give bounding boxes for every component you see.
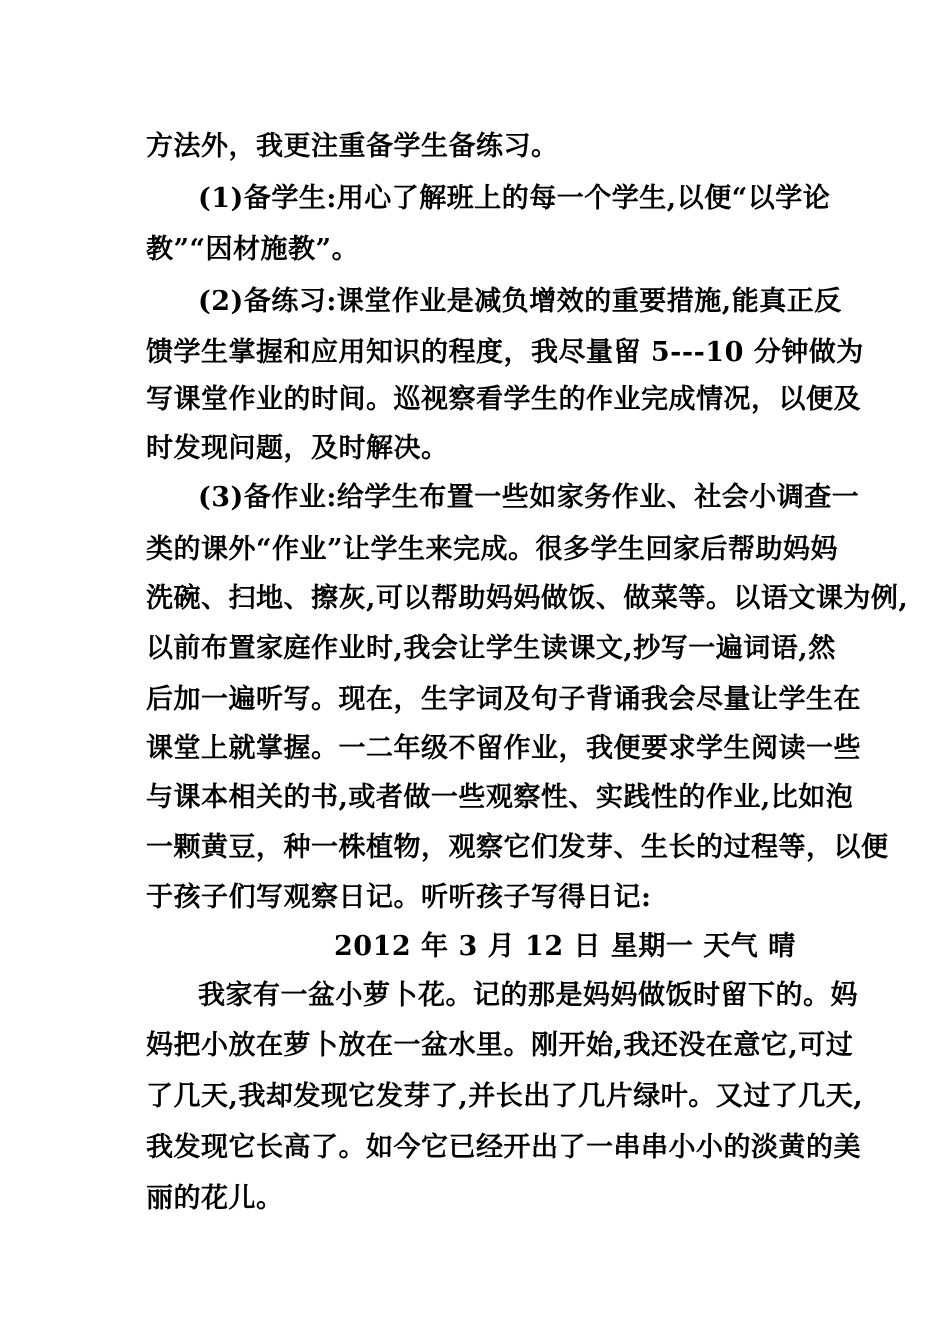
- text-line: 一颗黄豆，种一株植物，观察它们发芽、生长的过程等，以便: [146, 832, 889, 863]
- text-line: 后加一遍听写。现在，生字词及句子背诵我会尽量让学生在: [146, 684, 861, 715]
- text-line: 教”“因材施教”。: [146, 234, 360, 265]
- text-line: 写课堂作业的时间。巡视察看学生的作业完成情况，以便及: [146, 384, 861, 415]
- text-line: 时发现问题，及时解决。: [146, 433, 449, 464]
- text-line: 与课本相关的书,或者做一些观察性、实践性的作业,比如泡: [146, 782, 854, 813]
- text-line: 丽的花儿。: [146, 1183, 284, 1214]
- text-line: (1)备学生:用心了解班上的每一个学生,以便“以学论: [198, 183, 831, 214]
- text-line: 我发现它长高了。如今它已经开出了一串串小小的淡黄的美: [146, 1132, 861, 1163]
- text-line: (2)备练习:课堂作业是减负增效的重要措施,能真正反: [198, 286, 842, 317]
- text-line: 以前布置家庭作业时,我会让学生读课文,抄写一遍词语,然: [146, 633, 836, 664]
- text-line: 洗碗、扫地、擦灰,可以帮助妈妈做饭、做菜等。以语文课为例,: [146, 583, 909, 614]
- text-line: 课堂上就掌握。一二年级不留作业，我便要求学生阅读一些: [146, 733, 861, 764]
- text-line: 我家有一盆小萝卜花。记的那是妈妈做饭时留下的。妈: [198, 980, 858, 1011]
- diary-date-line: 2012 年 3 月 12 日 星期一 天气 晴: [334, 931, 796, 962]
- text-line: 了几天,我却发现它发芽了,并长出了几片绿叶。又过了几天,: [146, 1081, 864, 1112]
- text-line: 方法外，我更注重备学生备练习。: [146, 131, 559, 162]
- text-line: 于孩子们写观察日记。听听孩子写得日记:: [146, 882, 652, 913]
- text-line: 妈把小放在萝卜放在一盆水里。刚开始,我还没在意它,可过: [146, 1030, 854, 1061]
- text-line: 类的课外“作业”让学生来完成。很多学生回家后帮助妈妈: [146, 534, 839, 565]
- text-line: 馈学生掌握和应用知识的程度，我尽量留 5---10 分钟做为: [146, 337, 864, 368]
- text-line: (3)备作业:给学生布置一些如家务作业、社会小调查一: [198, 482, 860, 513]
